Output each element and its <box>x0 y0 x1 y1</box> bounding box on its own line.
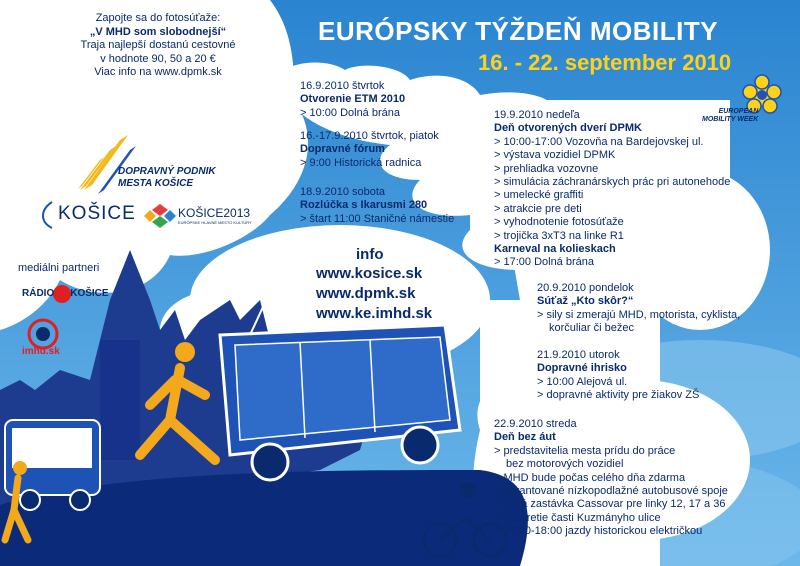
event-item: > výstava vozidiel DPMK <box>494 149 616 162</box>
contest-name: „V MHD som slobodnejší“ <box>89 25 227 38</box>
event-title: Karneval na kolieskach <box>494 243 616 256</box>
event-18-9 <box>300 186 454 226</box>
event-dates: 16. - 22. september 2010 <box>478 50 732 75</box>
event-item: > trojička 3xT3 na linke R1 <box>494 229 624 242</box>
event-16-17-9 <box>300 130 439 170</box>
event-item: > 14:00-18:00 jazdy historickou električkou <box>494 525 703 538</box>
kosice-logo: KOŠICE <box>58 203 136 224</box>
event-title: Deň bez áut <box>494 431 556 444</box>
dpmk-logo: DOPRAVNÝ PODNIK MESTA KOŠICE <box>118 166 216 189</box>
event-21-9 <box>537 349 699 403</box>
event-date: 19.9.2010 nedeľa <box>494 109 580 121</box>
event-item: korčuliar či bežec <box>549 322 634 335</box>
event-item: > prehliadka vozovne <box>494 162 599 175</box>
event-title: Otvorenie ETM 2010 <box>300 93 406 106</box>
radio-kosice-logo: RÁDIO KOŠICE <box>22 288 109 299</box>
event-16-9 <box>300 80 405 120</box>
event-item: > 9:00 Historická radnica <box>300 156 422 169</box>
event-item: > umelecké graffiti <box>494 189 584 202</box>
link-imhd[interactable]: www.ke.imhd.sk <box>316 305 433 322</box>
event-item: > 17:00 Dolná brána <box>494 256 594 269</box>
event-item: > 10:00 Dolná brána <box>300 106 400 119</box>
event-date: 16.9.2010 štvrtok <box>300 80 385 92</box>
contest-line: Zapojte sa do fotosúťaže: <box>95 12 221 24</box>
event-title: Dopravné fórum <box>300 143 385 156</box>
event-date: 21.9.2010 utorok <box>537 349 620 361</box>
event-item: > predstavitelia mesta prídu do práce <box>494 444 676 457</box>
event-item: > sily si zmerajú MHD, motorista, cyklista, <box>537 308 741 321</box>
event-item: > garantované nízkopodlažné autobusové spoje <box>494 485 728 498</box>
photo-contest <box>58 12 258 80</box>
contest-line: Traja najlepší dostanú cestovné <box>80 39 236 51</box>
event-date: 22.9.2010 streda <box>494 418 577 430</box>
event-item: > štart 11:00 Staničné námestie <box>300 212 455 225</box>
media-partners-label: mediálni partneri <box>18 262 100 274</box>
event-item: > nová zastávka Cassovar pre linky 12, 17 a 36 <box>494 498 726 511</box>
event-item: > 10:00-17:00 Vozovňa na Bardejovskej ul. <box>494 135 704 148</box>
event-item: > simulácia záchranárskych prác pri autonehode <box>494 176 731 189</box>
info-label: info <box>356 246 384 263</box>
event-22-9 <box>494 418 728 539</box>
contest-link[interactable]: Viac info na www.dpmk.sk <box>94 66 222 78</box>
event-item: > MHD bude počas celého dňa zdarma <box>494 471 686 484</box>
contest-line: v hodnote 90, 50 a 20 € <box>100 52 216 65</box>
event-date: 18.9.2010 sobota <box>300 186 386 198</box>
event-item: > vyhodnotenie fotosúťaže <box>494 216 624 229</box>
event-title: Deň otvorených dverí DPMK <box>494 122 642 135</box>
event-19-9 <box>494 109 730 270</box>
event-title: Dopravné ihrisko <box>537 362 627 375</box>
event-item: > uzavretie časti Kuzmányho ulice <box>494 511 661 524</box>
event-date: 16.-17.9.2010 štvrtok, piatok <box>300 130 439 142</box>
event-20-9 <box>537 282 740 336</box>
kosice2013-logo: KOŠICE2013 EURÓPSKE HLAVNÉ MESTO KULTÚRY <box>178 206 252 225</box>
event-item: > dopravné aktivity pre žiakov ZŠ <box>537 389 700 402</box>
event-title: Súťaž „Kto skôr?“ <box>537 295 634 308</box>
link-kosice[interactable]: www.kosice.sk <box>316 265 423 282</box>
event-date: 20.9.2010 pondelok <box>537 282 634 294</box>
poster-title: EURÓPSKY TÝŽDEŇ MOBILITY <box>318 16 719 46</box>
event-title: Rozlúčka s Ikarusmi 280 <box>300 199 428 212</box>
event-item: bez motorových vozidiel <box>506 458 624 471</box>
emw-logo: EUROPEAN MOBILITY WEEK <box>702 108 759 123</box>
link-dpmk[interactable]: www.dpmk.sk <box>316 285 416 302</box>
event-item: > atrakcie pre deti <box>494 202 582 215</box>
event-item: > 10:00 Alejová ul. <box>537 375 628 388</box>
imhd-logo: imhd.sk <box>22 346 60 357</box>
